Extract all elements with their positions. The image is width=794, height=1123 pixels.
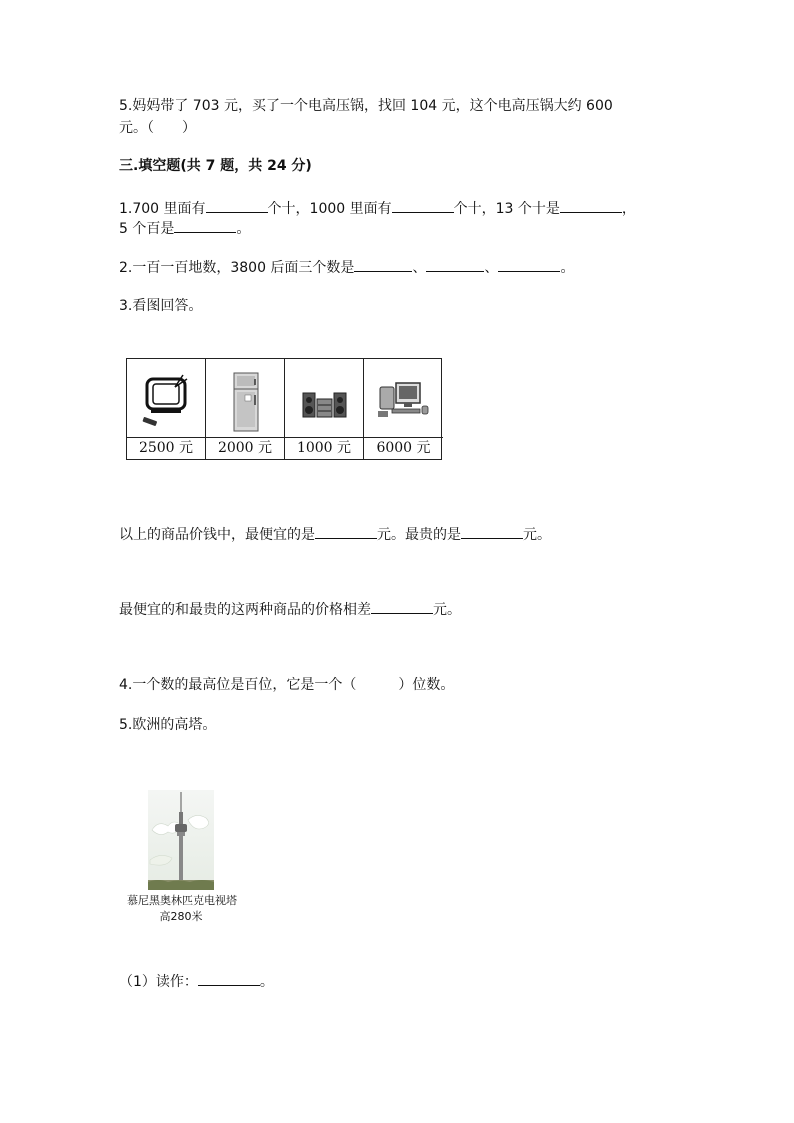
q5-sub1-text-b: 。 <box>259 974 274 990</box>
fill-question-4: 4.一个数的最高位是百位，它是一个（ ）位数。 <box>119 677 455 693</box>
fill-question-5-title: 5.欧洲的高塔。 <box>119 717 217 733</box>
q1-text-a: 1.700 里面有 <box>119 201 206 217</box>
answer-blank[interactable] <box>198 971 260 986</box>
fill-question-3-sub2 <box>119 599 461 620</box>
computer-icon <box>364 359 443 439</box>
price-label: 1000 元 <box>285 437 363 459</box>
answer-blank[interactable] <box>315 524 377 539</box>
section-title: 三.填空题(共 7 题，共 24 分) <box>119 158 312 174</box>
q3-sub1-text-a: 以上的商品价钱中，最便宜的是 <box>119 527 315 543</box>
product-price-table <box>126 358 442 460</box>
product-cell-tv <box>127 359 206 459</box>
tv-tower-image <box>148 790 214 890</box>
answer-blank[interactable] <box>426 257 484 272</box>
judge-question-5-line2: 元。（ ） <box>119 120 196 136</box>
stereo-speakers-icon <box>285 359 364 439</box>
answer-blank[interactable] <box>461 524 523 539</box>
answer-blank[interactable] <box>560 198 622 213</box>
tower-caption-name: 慕尼黑奥林匹克电视塔 <box>127 894 237 907</box>
tv-icon <box>127 359 206 439</box>
fill-question-1-line2 <box>119 218 250 239</box>
price-label: 2500 元 <box>127 437 205 459</box>
fill-question-3-sub1 <box>119 524 551 545</box>
q1-text-d: ， <box>621 201 636 217</box>
price-label: 2000 元 <box>206 437 284 459</box>
fill-question-1-line1 <box>119 198 636 219</box>
q3-sub2-text-b: 元。 <box>433 602 461 618</box>
answer-blank[interactable] <box>371 599 433 614</box>
answer-blank[interactable] <box>392 198 454 213</box>
judge-question-5-line1: 5.妈妈带了 703 元，买了一个电高压锅，找回 104 元，这个电高压锅大约 600 <box>119 98 613 114</box>
q2-text-a: 2.一百一百地数，3800 后面三个数是 <box>119 260 355 276</box>
q2-sep1: 、 <box>412 260 427 276</box>
answer-blank[interactable] <box>498 257 560 272</box>
product-cell-computer <box>364 359 443 459</box>
q1-text-b: 个十，1000 里面有 <box>267 201 392 217</box>
q2-end: 。 <box>560 260 575 276</box>
product-cell-stereo <box>285 359 364 459</box>
tower-caption-height: 高280米 <box>159 910 203 923</box>
q1-text-c: 个十，13 个十是 <box>453 201 560 217</box>
q3-sub1-text-c: 元。 <box>523 527 551 543</box>
q2-sep2: 、 <box>484 260 499 276</box>
fill-question-2 <box>119 257 574 278</box>
q1-text-f: 。 <box>236 221 251 237</box>
q3-sub2-text-a: 最便宜的和最贵的这两种商品的价格相差 <box>119 602 371 618</box>
q5-sub1-text-a: （1）读作： <box>119 974 198 990</box>
answer-blank[interactable] <box>174 218 236 233</box>
fill-question-5-sub1 <box>119 971 274 992</box>
q1-text-e: 5 个百是 <box>119 221 175 237</box>
fill-question-3-title: 3.看图回答。 <box>119 298 203 314</box>
refrigerator-icon <box>206 359 285 439</box>
product-cell-refrigerator <box>206 359 285 459</box>
price-label: 6000 元 <box>364 437 443 459</box>
q3-sub1-text-b: 元。最贵的是 <box>377 527 461 543</box>
answer-blank[interactable] <box>354 257 412 272</box>
answer-blank[interactable] <box>206 198 268 213</box>
